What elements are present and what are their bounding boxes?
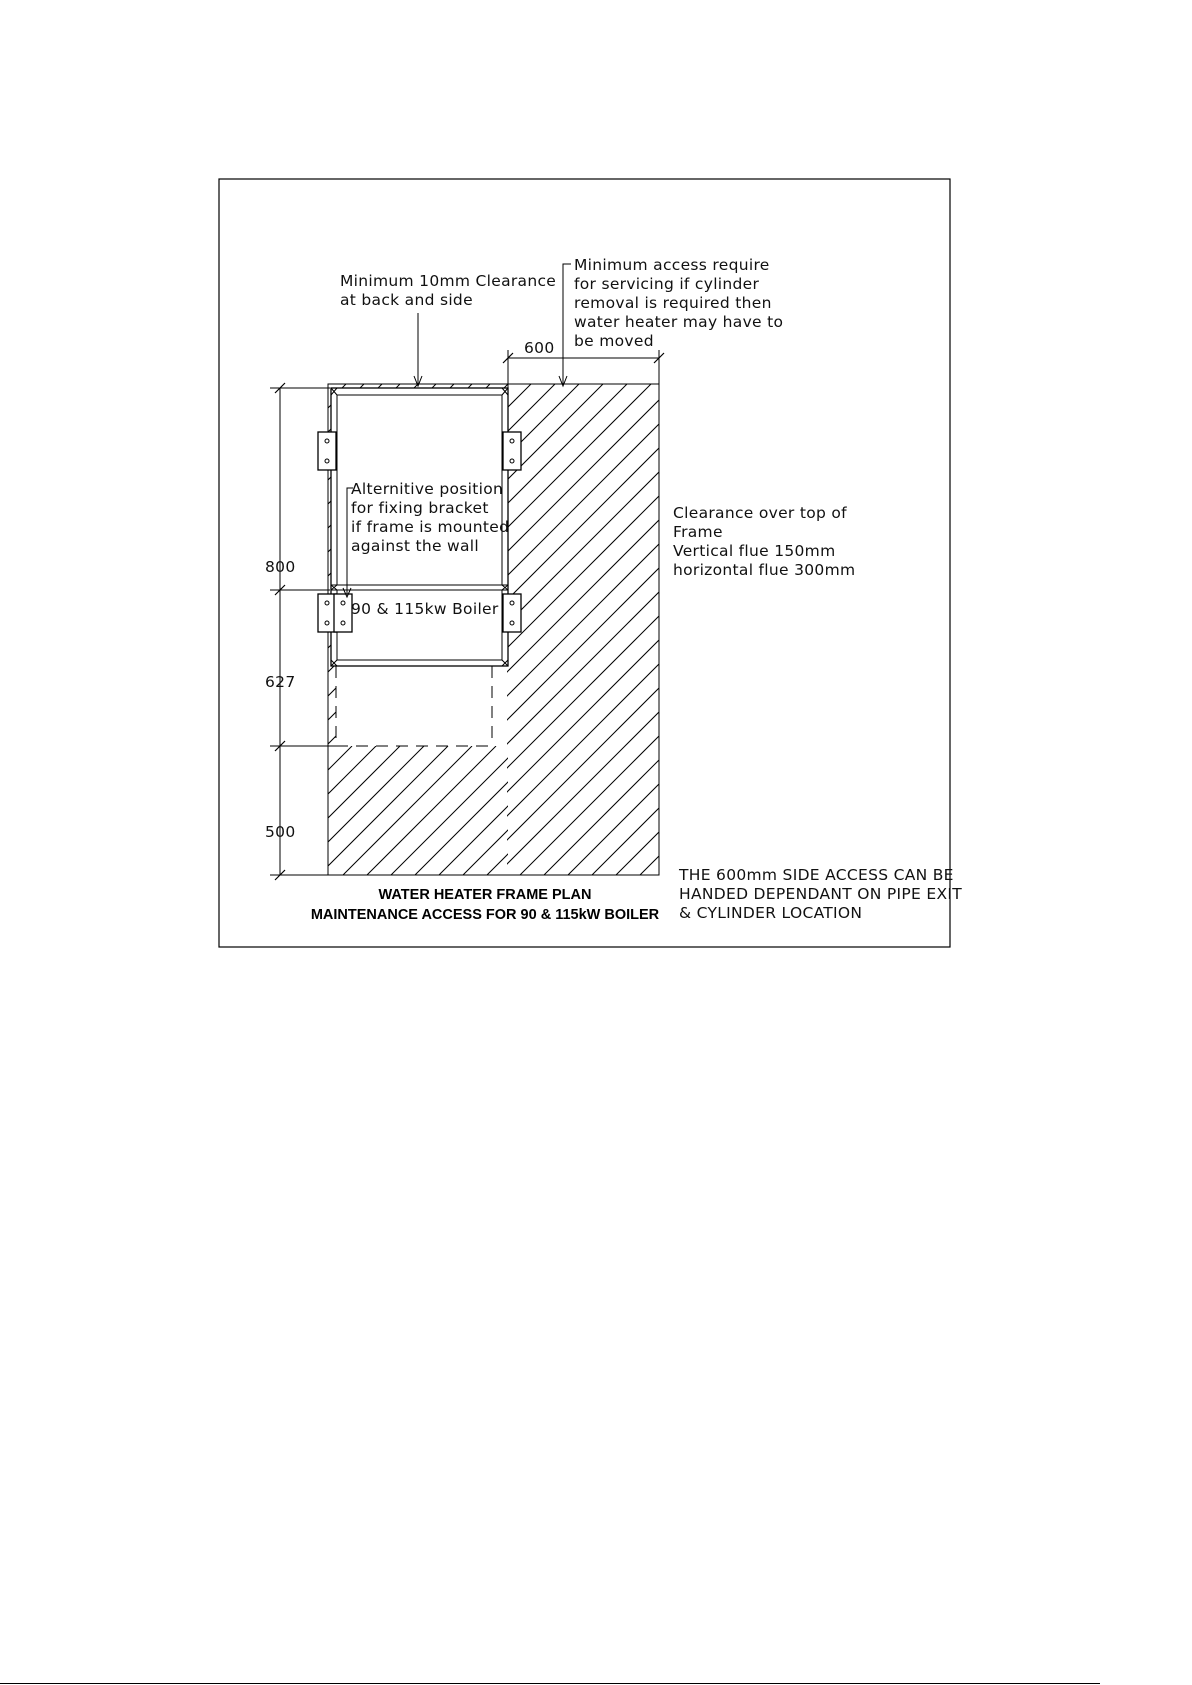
fixing-bracket-alt-position <box>334 594 352 632</box>
hatch-line <box>1096 384 1192 875</box>
maintenance-access-hatch <box>199 746 760 875</box>
hatch-line <box>1120 384 1192 875</box>
hatch-line <box>616 384 1107 875</box>
hatch-line <box>367 746 496 875</box>
hatch-line <box>199 746 328 875</box>
fixing-bracket-right-upper <box>503 432 521 470</box>
hatch-line <box>640 384 1131 875</box>
hatch-line <box>559 746 688 875</box>
dimension-maintenance-depth: 500 <box>265 823 296 841</box>
side-access-hatch <box>16 384 1192 875</box>
hatch-line <box>688 384 1179 875</box>
hatch-line <box>247 746 376 875</box>
hatch-line <box>535 746 664 875</box>
hatch-line <box>415 746 544 875</box>
hatch-line <box>583 746 712 875</box>
hatch-line <box>448 384 939 875</box>
hatch-line <box>1048 384 1192 875</box>
note-clearance-top: Clearance over top of Frame Vertical flue 150mm horizontal flue 300mm <box>673 504 856 579</box>
dimension-boiler-height: 627 <box>265 673 296 691</box>
hatch-line <box>463 746 592 875</box>
hatch-line <box>487 746 616 875</box>
hatch-line <box>520 384 1011 875</box>
hatch-line <box>712 384 1192 875</box>
hatch-line <box>439 746 568 875</box>
page-bottom-rule <box>0 1683 1100 1684</box>
hatch-line <box>271 746 400 875</box>
hatch-line <box>544 384 1035 875</box>
hatch-line <box>976 384 1192 875</box>
hatch-line <box>736 384 1192 875</box>
dimension-frame-height: 800 <box>265 558 296 576</box>
hatch-line <box>928 384 1192 875</box>
hatch-line <box>319 746 448 875</box>
hatch-line <box>1072 384 1192 875</box>
hatch-line <box>496 384 987 875</box>
hatch-line <box>1024 384 1192 875</box>
boiler-dashed-outline <box>336 666 492 746</box>
hatch-line <box>856 384 1192 875</box>
hatch-line <box>1000 384 1192 875</box>
note-side-access: THE 600mm SIDE ACCESS CAN BE HANDED DEPENDANT ON PIPE EXIT & CYLINDER LOCATION <box>679 866 963 922</box>
drawing-subtitle: MAINTENANCE ACCESS FOR 90 & 115kW BOILER <box>310 907 660 923</box>
hatch-line <box>223 746 352 875</box>
boiler-label: 90 & 115kw Boiler <box>351 600 499 618</box>
hatch-line <box>592 384 1083 875</box>
hatch-line <box>904 384 1192 875</box>
fixing-bracket-left-upper <box>318 432 336 470</box>
note-clearance-back-side: Minimum 10mm Clearance at back and side <box>340 272 557 309</box>
hatch-line <box>808 384 1192 875</box>
hatch-line <box>952 384 1192 875</box>
hatch-line <box>880 384 1192 875</box>
note-access-servicing: Minimum access require for servicing if cylinder removal is required then water heater may have to be moved <box>574 256 784 350</box>
hatch-line <box>760 384 1192 875</box>
fixing-bracket-left-lower <box>318 594 336 632</box>
hatch-line <box>607 746 736 875</box>
note-alternative-bracket: Alternitive position for fixing bracket if frame is mounted against the wall <box>351 480 510 555</box>
hatch-line <box>472 384 963 875</box>
hatch-line <box>568 384 1059 875</box>
dimension-side-width: 600 <box>524 339 555 357</box>
hatch-line <box>391 746 520 875</box>
fixing-bracket-right-lower <box>503 594 521 632</box>
hatch-line <box>295 746 424 875</box>
hatch-line <box>511 746 640 875</box>
hatch-line <box>343 746 472 875</box>
hatch-line <box>832 384 1192 875</box>
drawing-title: WATER HEATER FRAME PLAN <box>378 887 592 903</box>
hatch-line <box>784 384 1192 875</box>
hatch-line <box>631 746 760 875</box>
hatch-line <box>1144 384 1192 875</box>
hatch-line <box>0 384 352 746</box>
hatch-line <box>664 384 1155 875</box>
